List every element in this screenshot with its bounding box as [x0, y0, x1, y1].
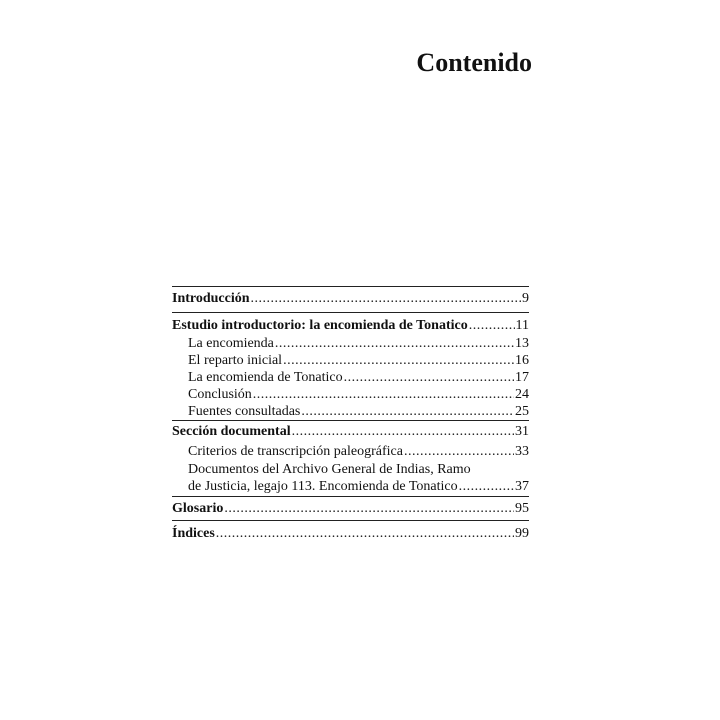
toc-entry-indices — [172, 525, 529, 542]
dot-leader — [292, 423, 514, 440]
toc-page: 24 — [515, 387, 529, 402]
toc-page: 33 — [515, 444, 529, 459]
toc-label: Documentos del Archivo General de Indias, Ramo — [188, 462, 471, 477]
toc-label: El reparto inicial — [188, 353, 283, 368]
dot-leader — [301, 403, 514, 420]
toc-page: 31 — [515, 424, 529, 439]
divider — [172, 520, 529, 521]
toc-label: Fuentes consultadas — [188, 404, 301, 419]
toc-page: 99 — [515, 526, 529, 541]
toc-label: La encomienda — [188, 336, 274, 351]
toc-entry-seccion-documental — [172, 423, 529, 440]
toc-page: 25 — [515, 404, 529, 419]
toc-page: 17 — [515, 370, 529, 385]
toc-page: 37 — [515, 479, 529, 494]
page-title: Contenido — [416, 48, 532, 77]
toc-page: 16 — [515, 353, 529, 368]
divider — [172, 286, 529, 287]
toc-label: Glosario — [172, 501, 224, 516]
dot-leader — [251, 290, 521, 307]
divider — [172, 312, 529, 313]
toc-entry — [188, 386, 529, 403]
toc-entry — [188, 352, 529, 369]
toc-label: Índices — [172, 526, 215, 541]
toc-label: Introducción — [172, 291, 250, 306]
toc-label: La encomienda de Tonatico — [188, 370, 343, 385]
toc-entry — [188, 369, 529, 386]
toc-entry — [188, 403, 529, 420]
toc-entry-estudio — [172, 317, 529, 334]
dot-leader — [283, 352, 514, 369]
toc-page: 11 — [515, 318, 529, 333]
toc-page: 95 — [515, 501, 529, 516]
toc-label: de Justicia, legajo 113. Encomienda de Tonatico — [188, 479, 458, 494]
toc-entry-line1 — [188, 461, 529, 478]
dot-leader — [459, 478, 514, 495]
toc-label: Conclusión — [188, 387, 252, 402]
dot-leader — [216, 525, 514, 542]
dot-leader — [344, 369, 514, 386]
toc-entry — [188, 335, 529, 352]
dot-leader — [224, 500, 514, 517]
toc-entry-introduccion — [172, 290, 529, 307]
toc-label: Criterios de transcripción paleográfica — [188, 444, 403, 459]
toc-entry — [188, 478, 529, 495]
toc-page: 9 — [522, 291, 529, 306]
toc-page: 13 — [515, 336, 529, 351]
toc-label: Estudio introductorio: la encomienda de Tonatico — [172, 318, 468, 333]
divider — [172, 420, 529, 421]
divider — [172, 496, 529, 497]
dot-leader — [404, 443, 514, 460]
toc-label: Sección documental — [172, 424, 291, 439]
toc-entry-glosario — [172, 500, 529, 517]
toc-entry — [188, 443, 529, 460]
dot-leader — [469, 317, 515, 334]
dot-leader — [253, 386, 514, 403]
dot-leader — [275, 335, 514, 352]
